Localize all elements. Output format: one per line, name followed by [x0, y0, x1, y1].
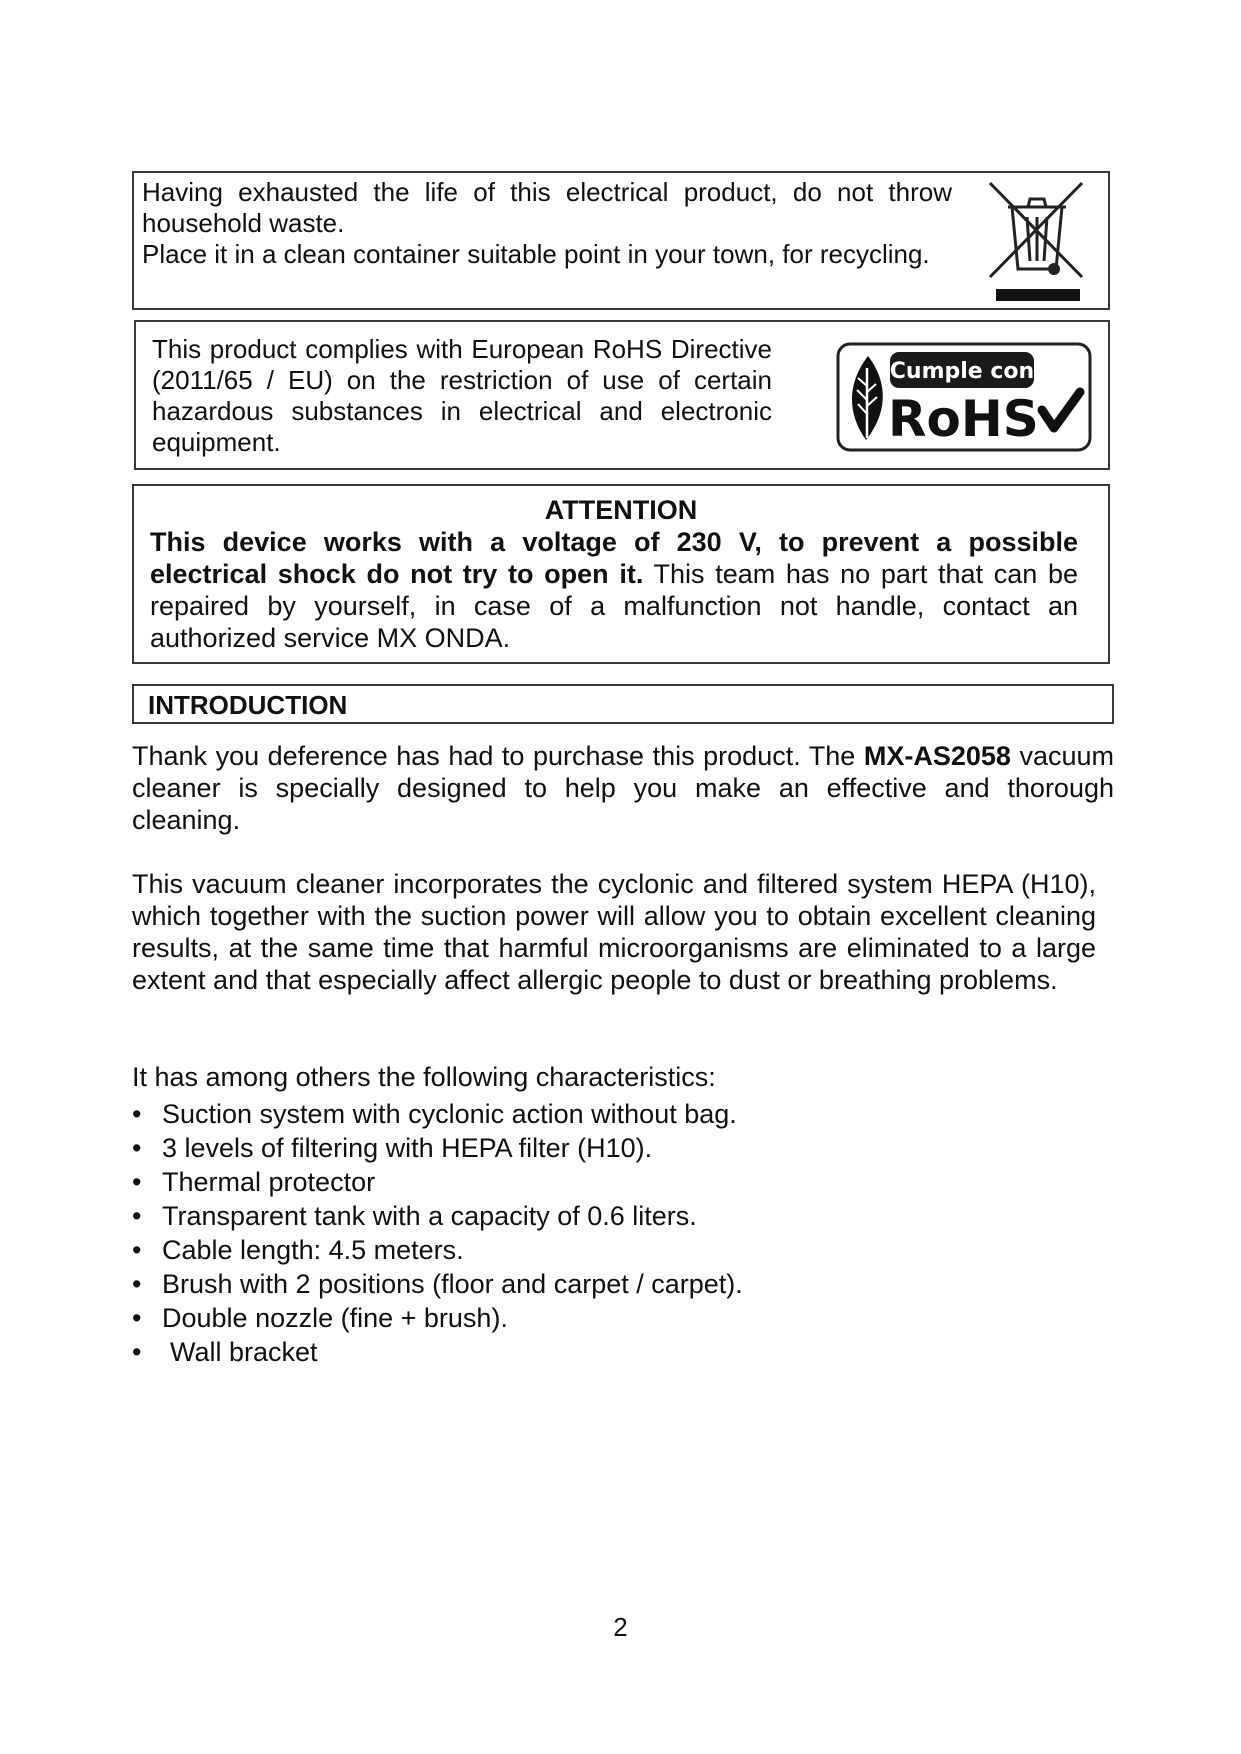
rohs-compliance-logo — [836, 342, 1092, 452]
intro-p1-text-end: vacuum cleaner is specially designed to help you make an effective and thorough cleaning. — [132, 741, 1114, 835]
attention-warning-bold: This device works with a voltage of 230 V, to prevent a possible electrical shock do not try to open it. — [150, 527, 1078, 589]
list-item: • Transparent tank with a capacity of 0.6 liters. — [132, 1201, 697, 1231]
intro-paragraph-2: This vacuum cleaner incorporates the cyclonic and filtered system HEPA (H10), which together with the suction power will allow you to obtain excellent cleaning results, at the same time that harmful microorganisms are eliminated to a large extent and that especially affect allergic people to dust or breathing problems. — [132, 869, 1096, 995]
introduction-heading-box — [132, 684, 1114, 724]
intro-paragraph-1 — [132, 740, 1114, 836]
intro-p1-text: Thank you deference has had to purchase this product. The — [132, 741, 864, 771]
model-name: MX-AS2058 — [863, 741, 1011, 771]
list-item: • Thermal protector — [132, 1167, 376, 1197]
introduction-heading: INTRODUCTION — [148, 690, 348, 720]
features-list — [132, 1097, 743, 1369]
weee-notice-text — [142, 177, 952, 270]
weee-notice-line: Place it in a clean container suitable point in your town, for recycling. — [142, 239, 930, 269]
weee-notice-line: Having exhausted the life of this electrical product, do not throw household waste. — [142, 177, 952, 238]
list-item: • Wall bracket — [132, 1337, 318, 1367]
weee-notice-box — [132, 171, 1110, 310]
list-item: • Cable length: 4.5 meters. — [132, 1235, 464, 1265]
attention-body — [150, 526, 1078, 654]
rohs-badge-text: Cumple con — [889, 359, 1035, 384]
list-item: • Suction system with cyclonic action without bag. — [132, 1099, 737, 1129]
list-item: • 3 levels of filtering with HEPA filter (H10). — [132, 1133, 653, 1163]
rohs-mark-text: RoHS — [888, 390, 1039, 448]
rohs-notice-text: This product complies with European RoHS Directive (2011/65 / EU) on the restriction of use of certain hazardous substances in electrical and electronic equipment. — [152, 334, 772, 457]
crossed-out-wheelie-bin-icon — [982, 177, 1092, 302]
attention-box — [132, 484, 1110, 664]
page-number: 2 — [613, 1612, 628, 1642]
attention-title: ATTENTION — [544, 495, 698, 525]
list-item: • Brush with 2 positions (floor and carpet / carpet). — [132, 1269, 743, 1299]
attention-warning-text: This team has no part that can be repaired by yourself, in case of a malfunction not handle, contact an authorized service MX ONDA. — [150, 559, 1078, 653]
intro-paragraph-3: It has among others the following characteristics: — [132, 1062, 716, 1092]
list-item: • Double nozzle (fine + brush). — [132, 1303, 508, 1333]
rohs-notice-box — [134, 320, 1110, 470]
